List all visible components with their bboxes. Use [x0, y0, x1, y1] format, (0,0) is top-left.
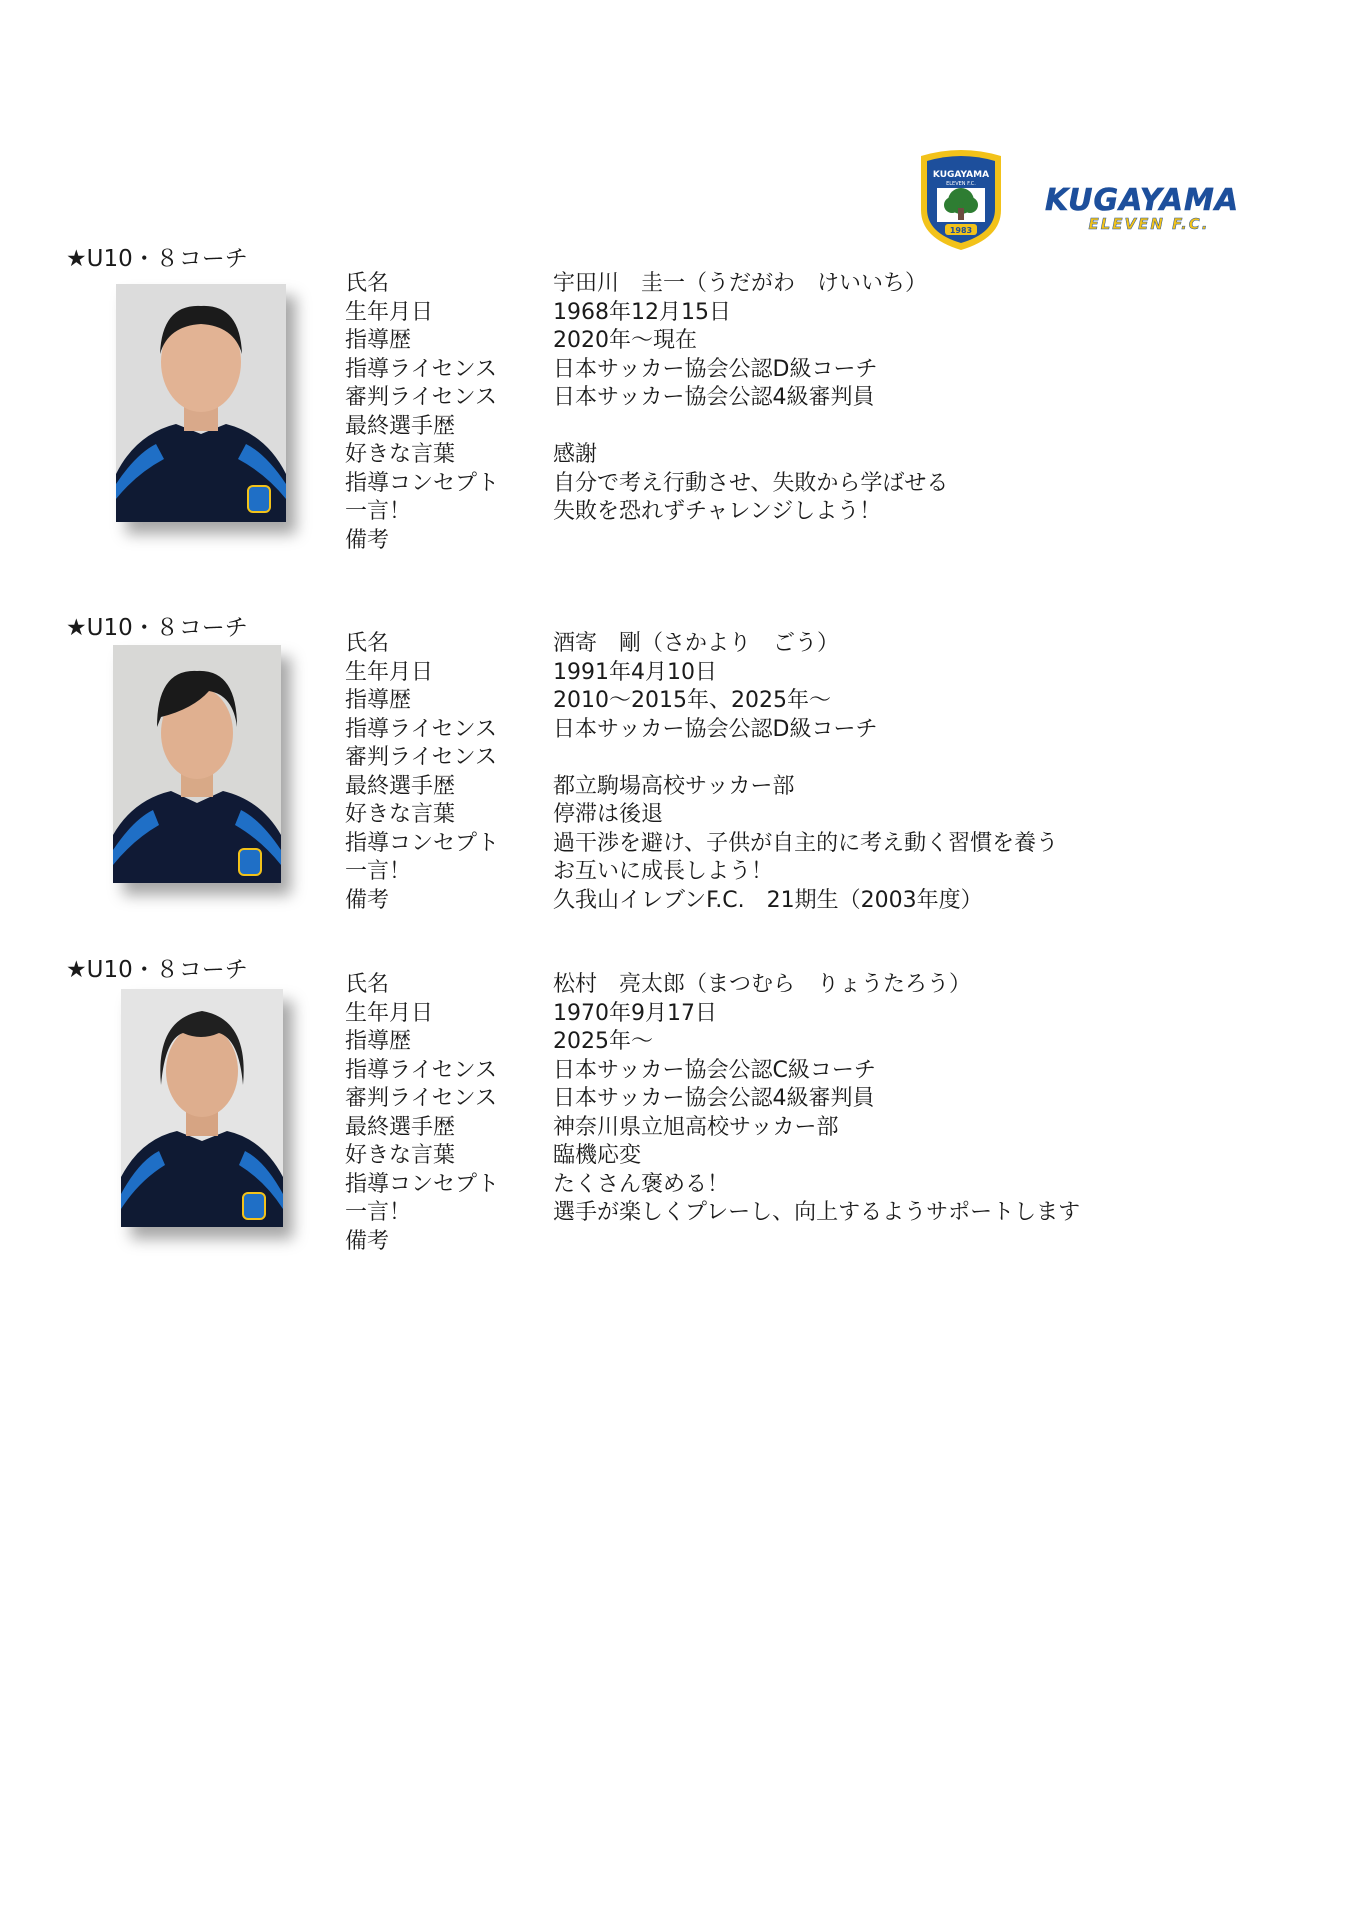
club-wordmark-logo — [1025, 184, 1260, 232]
row-label: 好きな言葉 — [345, 1143, 456, 1168]
row-value: 過干渉を避け、子供が自主的に考え動く習慣を養う — [553, 830, 1059, 856]
row-value: 日本サッカー協会公認C級コーチ — [553, 1057, 876, 1083]
row-label: 指導歴 — [345, 688, 412, 713]
row-value: 日本サッカー協会公認D級コーチ — [553, 356, 878, 382]
row-value: 失敗を恐れずチャレンジしよう！ — [553, 499, 882, 524]
row-value: 2010～2015年、2025年～ — [553, 688, 831, 713]
coach-photo — [113, 645, 281, 883]
row-label: 好きな言葉 — [345, 802, 456, 827]
row-value: 2025年～ — [553, 1029, 653, 1054]
row-value: 選手が楽しくプレーし、向上するようサポートします — [553, 1200, 1081, 1225]
row-value: 久我山イレブンF.C. 21期生（2003年度） — [553, 887, 983, 913]
row-label: 一言！ — [345, 1200, 412, 1225]
crest-year: 1983 — [949, 226, 973, 235]
row-label: 氏名 — [345, 631, 390, 656]
crest-sub-text: ELEVEN F.C. — [946, 181, 976, 187]
row-label: 氏名 — [345, 271, 390, 296]
row-value: 日本サッカー協会公認4級審判員 — [553, 1086, 875, 1111]
row-value: 松村 亮太郎（まつむら りょうたろう） — [553, 972, 972, 997]
row-value: 臨機応変 — [553, 1143, 642, 1168]
row-label: 指導コンセプト — [345, 830, 500, 856]
club-logo-area — [915, 148, 1275, 252]
row-value: 日本サッカー協会公認D級コーチ — [553, 716, 878, 742]
row-label: 指導コンセプト — [345, 470, 500, 496]
row-label: 審判ライセンス — [345, 745, 498, 770]
row-label: 指導コンセプト — [345, 1171, 500, 1197]
row-value: 日本サッカー協会公認4級審判員 — [553, 385, 875, 410]
coach-photo — [116, 284, 286, 522]
row-label: 備考 — [345, 887, 390, 913]
row-label: 審判ライセンス — [345, 385, 498, 410]
crest-text: KUGAYAMA — [932, 170, 990, 180]
row-label: 指導歴 — [345, 328, 412, 353]
row-label: 指導ライセンス — [345, 716, 498, 742]
row-label: 指導歴 — [345, 1029, 412, 1054]
row-label: 備考 — [345, 527, 390, 553]
row-label: 生年月日 — [345, 659, 434, 685]
club-crest-icon — [915, 148, 1007, 252]
row-label: 氏名 — [345, 972, 390, 997]
row-value: 1991年4月10日 — [553, 659, 717, 685]
row-label: 指導ライセンス — [345, 356, 498, 382]
row-value: 1970年9月17日 — [553, 1000, 717, 1026]
row-label: 一言！ — [345, 859, 412, 884]
row-label: 最終選手歴 — [345, 1114, 456, 1140]
row-value: 酒寄 剛（さかより ごう） — [553, 631, 840, 656]
row-value: 2020年～現在 — [553, 328, 697, 353]
row-value: お互いに成長しよう！ — [553, 859, 774, 884]
row-label: 好きな言葉 — [345, 442, 456, 467]
row-value: 神奈川県立旭高校サッカー部 — [553, 1114, 839, 1140]
row-value: 1968年12月15日 — [553, 299, 731, 325]
row-value: たくさん褒める！ — [553, 1171, 730, 1197]
row-label: 最終選手歴 — [345, 773, 456, 799]
coach-photo — [121, 989, 283, 1227]
row-value: 自分で考え行動させ、失敗から学ばせる — [553, 470, 949, 496]
row-value: 感謝 — [553, 442, 598, 467]
row-value: 宇田川 圭一（うだがわ けいいち） — [553, 271, 928, 296]
row-label: 生年月日 — [345, 1000, 434, 1026]
row-value: 都立駒場高校サッカー部 — [553, 773, 795, 799]
row-label: 審判ライセンス — [345, 1086, 498, 1111]
row-label: 最終選手歴 — [345, 413, 456, 439]
row-label: 生年月日 — [345, 299, 434, 325]
row-label: 一言！ — [345, 499, 412, 524]
section-heading: ★U10・８コーチ — [66, 957, 248, 983]
row-label: 指導ライセンス — [345, 1057, 498, 1083]
wordmark-top: KUGAYAMA — [1044, 184, 1240, 218]
wordmark-bottom: ELEVEN F.C. — [1088, 215, 1210, 232]
row-label: 備考 — [345, 1228, 390, 1254]
section-heading: ★U10・８コーチ — [66, 615, 248, 641]
row-value: 停滞は後退 — [553, 802, 664, 827]
section-heading: ★U10・８コーチ — [66, 246, 248, 272]
